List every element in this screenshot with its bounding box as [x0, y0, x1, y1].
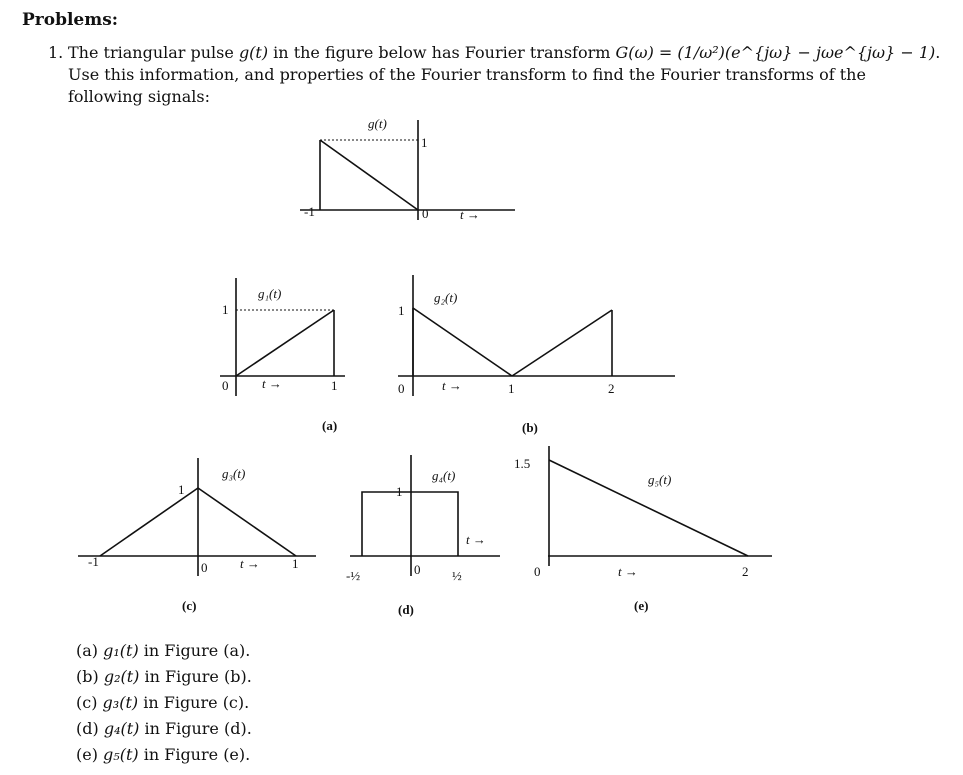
problem-signal: g(t): [238, 43, 269, 62]
g4-tick-half: ½: [452, 568, 462, 583]
section-heading: Problems:: [22, 10, 119, 30]
caption-b: (b): [522, 420, 538, 435]
problem-number: 1.: [48, 43, 64, 62]
g3-label: g₃(t): [222, 466, 246, 481]
g1-t-arrow: t →: [262, 376, 282, 391]
g-tick-0: 0: [422, 206, 429, 221]
g5-t-arrow: t →: [618, 564, 638, 579]
g4-rect-pulse: [362, 492, 458, 556]
g5-label: g₅(t): [648, 472, 672, 487]
problem-text-after: . Use this information, and properties of the Fourier transform to find the Fourier transforms of the following signals:: [68, 43, 941, 106]
g3-falling-ramp: [198, 488, 296, 556]
part-text: in Figure (b).: [139, 667, 252, 686]
g-tick-1: 1: [421, 135, 428, 150]
caption-c: (c): [182, 598, 197, 613]
part-item: [76, 638, 252, 664]
part-item: [76, 716, 252, 742]
g3-rising-ramp: [100, 488, 198, 556]
g4-t-arrow: t →: [466, 532, 486, 547]
g1-label: g₁(t): [258, 286, 282, 301]
g4-tick-amp1: 1: [396, 484, 403, 499]
g-pulse-ramp: [320, 140, 418, 210]
g1-tick-t1: 1: [331, 378, 338, 393]
part-text: in Figure (e).: [138, 745, 251, 764]
part-signal: g₅(t): [103, 745, 139, 764]
caption-e: (e): [634, 598, 649, 613]
part-label: (a): [76, 641, 99, 660]
g2-tick-t2: 2: [608, 381, 615, 396]
part-item: [76, 742, 252, 768]
part-signal: g₁(t): [103, 641, 139, 660]
part-label: (b): [76, 667, 99, 686]
part-label: (e): [76, 745, 98, 764]
g-t-arrow: t →: [460, 207, 480, 222]
g2-tick-amp1: 1: [398, 303, 405, 318]
g5-tick-t2: 2: [742, 564, 749, 579]
part-text: in Figure (a).: [138, 641, 251, 660]
g4-tick-0: 0: [414, 562, 421, 577]
g2-rising-ramp: [512, 310, 612, 376]
part-signal: g₂(t): [103, 667, 140, 686]
g-tick-neg1: -1: [304, 204, 315, 219]
g2-label: g₂(t): [434, 290, 458, 305]
g3-tick-amp1: 1: [178, 482, 185, 497]
caption-d: (d): [398, 602, 414, 617]
part-text: in Figure (d).: [139, 719, 252, 738]
g1-ramp: [236, 310, 334, 376]
plot-g1: [220, 278, 345, 396]
part-signal: g₃(t): [102, 693, 139, 712]
g3-tick-neg1: -1: [88, 554, 99, 569]
part-text: in Figure (c).: [138, 693, 250, 712]
g1-tick-amp1: 1: [222, 302, 229, 317]
g2-tick-0: 0: [398, 381, 405, 396]
problem-text-before: The triangular pulse: [68, 43, 239, 62]
g4-tick-neg-half: -½: [346, 568, 361, 583]
part-signal: g₄(t): [103, 719, 140, 738]
g3-tick-t1: 1: [292, 556, 299, 571]
g3-tick-0: 0: [201, 560, 208, 575]
parts-list: [76, 638, 252, 768]
plot-g5: [548, 446, 772, 566]
plot-g: [300, 120, 515, 220]
part-label: (c): [76, 693, 98, 712]
plot-g3: [78, 458, 316, 576]
plot-g4: [350, 455, 500, 576]
fourier-transform-formula: G(ω) = (1/ω²)(e^{jω} − jωe^{jω} − 1): [615, 43, 936, 62]
g2-tick-t1: 1: [508, 381, 515, 396]
problem-text-middle: in the figure below has Fourier transform: [268, 43, 616, 62]
part-item: [76, 690, 252, 716]
g5-tick-0: 0: [534, 564, 541, 579]
part-item: [76, 664, 252, 690]
g5-tick-amp: 1.5: [514, 456, 531, 471]
g3-t-arrow: t →: [240, 556, 260, 571]
g2-t-arrow: t →: [442, 378, 462, 393]
g-label: g(t): [368, 116, 387, 131]
caption-a: (a): [322, 418, 338, 433]
g2-falling-ramp: [413, 308, 512, 376]
part-label: (d): [76, 719, 99, 738]
g1-tick-0: 0: [222, 378, 229, 393]
g4-label: g₄(t): [432, 468, 456, 483]
